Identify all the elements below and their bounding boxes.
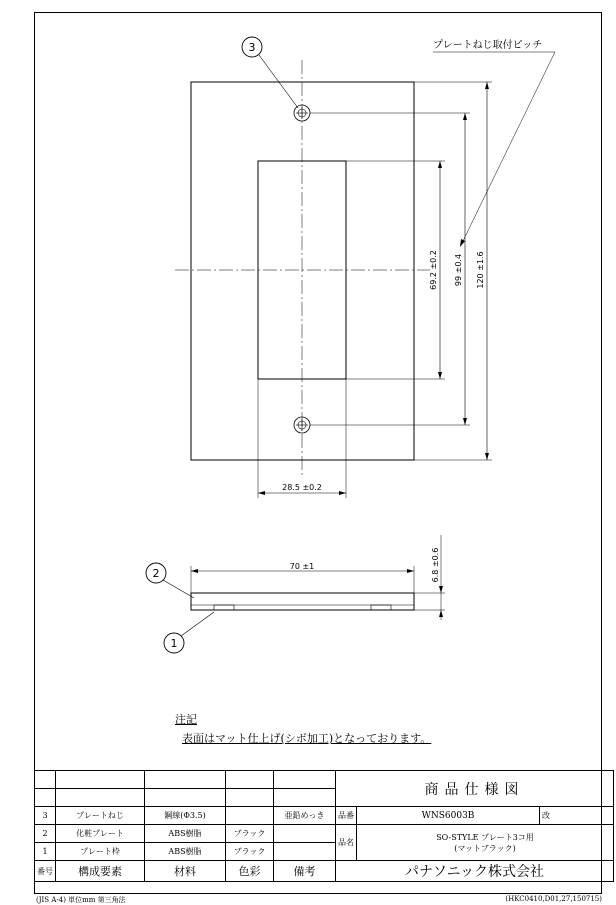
notes-body: 表面はマット仕上げ(シボ加工)となっております。	[182, 732, 432, 745]
svg-text:2: 2	[152, 567, 160, 580]
notes-title: 注記	[175, 713, 197, 726]
table-row: 3 プレートねじ 鋼線(Φ3.5) 亜鉛めっき 品番 WNS6003B 改	[35, 807, 614, 825]
callout-2	[146, 563, 194, 598]
hinmei-value: SO-STYLE プレート3コ用 (マットブラック)	[357, 825, 614, 861]
svg-text:1: 1	[170, 637, 178, 650]
dim-text-99: 99 ±0.4	[454, 253, 463, 287]
table-header-row: 番号 構成要素 材料 色彩 備考 パナソニック株式会社	[35, 861, 614, 882]
callout-3	[242, 37, 298, 108]
svg-text:3: 3	[248, 41, 256, 54]
pitch-leader	[462, 52, 555, 243]
footer-scale-info: (JIS A-4) 単位mm 第三角法	[36, 896, 126, 904]
dim-text-6-8: 6.8 ±0.6	[431, 547, 440, 583]
dim-text-120: 120 ±1.6	[476, 251, 485, 289]
kai-label: 改	[540, 807, 614, 825]
table-row: 1 プレート枠 ABS樹脂 ブラック	[35, 843, 614, 861]
pitch-label: プレートねじ取付ピッチ	[433, 40, 543, 51]
dim-text-28: 28.5 ±0.2	[282, 483, 322, 492]
company-name: パナソニック株式会社	[336, 861, 614, 882]
dim-text-70: 70 ±1	[289, 562, 315, 571]
callout-1	[164, 612, 214, 653]
footer-drawing-code: (HKC0410,D01,27,150715)	[505, 895, 602, 903]
drawing-title: 商品仕様図	[336, 771, 614, 807]
dim-text-69: 69.2 ±0.2	[429, 250, 438, 290]
hinmei-label: 品名	[336, 825, 357, 861]
table-row: 2 化粧プレート ABS樹脂 ブラック 品名 SO-STYLE プレート3コ用 (マットブラック)	[35, 825, 614, 843]
screw-top	[294, 105, 310, 121]
side-view	[191, 593, 414, 610]
screw-bottom	[294, 417, 310, 433]
hinban-value: WNS6003B	[357, 807, 540, 825]
hinban-label: 品番	[336, 807, 357, 825]
plate-outline	[191, 82, 414, 460]
title-block	[34, 770, 614, 882]
